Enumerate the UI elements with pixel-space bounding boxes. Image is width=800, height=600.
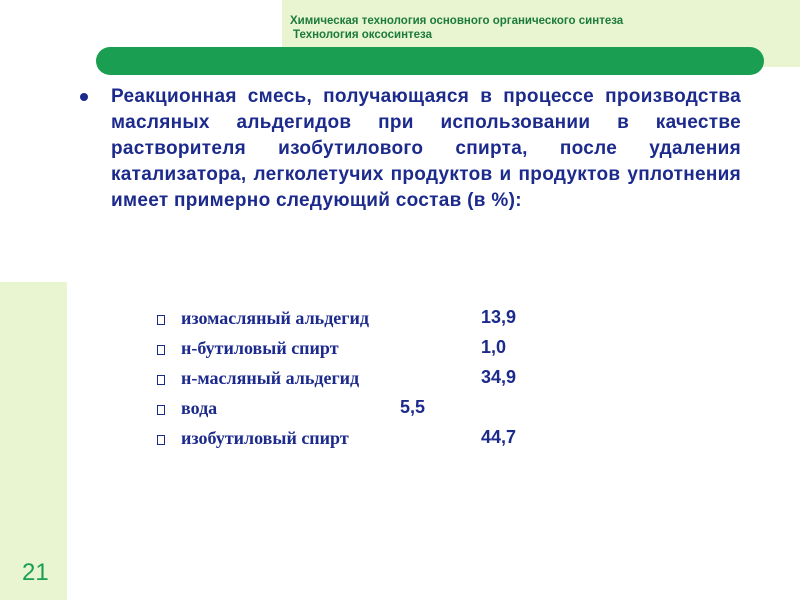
component-name: н-масляный альдегид (181, 368, 360, 388)
square-bullet-icon (157, 315, 165, 325)
title-bar (96, 47, 764, 75)
header-title: Химическая технология основного органического синтеза (290, 15, 624, 27)
slide-number: 21 (22, 559, 49, 586)
component-value: 1,0 (481, 337, 507, 357)
component-value: 13,9 (481, 307, 517, 327)
component-name: изомасляный альдегид (181, 308, 369, 328)
square-bullet-icon (157, 435, 165, 445)
header-subtitle: Технология оксосинтеза (293, 29, 433, 41)
bullet-icon (80, 93, 88, 101)
square-bullet-icon (157, 345, 165, 355)
component-value: 34,9 (481, 367, 517, 387)
component-value: 5,5 (400, 397, 426, 417)
square-bullet-icon (157, 405, 165, 415)
main-paragraph: Реакционная смесь, получающаяся в процессе производства масляных альдегидов при использовании в качестве растворителя изобутилового спирта, после удаления катализатора, легколетучих продуктов и продуктов уплотнения имеет примерно следующий состав (в %): (111, 86, 741, 211)
component-value: 44,7 (481, 427, 517, 447)
square-bullet-icon (157, 375, 165, 385)
component-name: изобутиловый спирт (181, 428, 349, 448)
component-name: вода (181, 398, 218, 418)
component-name: н-бутиловый спирт (181, 338, 339, 358)
